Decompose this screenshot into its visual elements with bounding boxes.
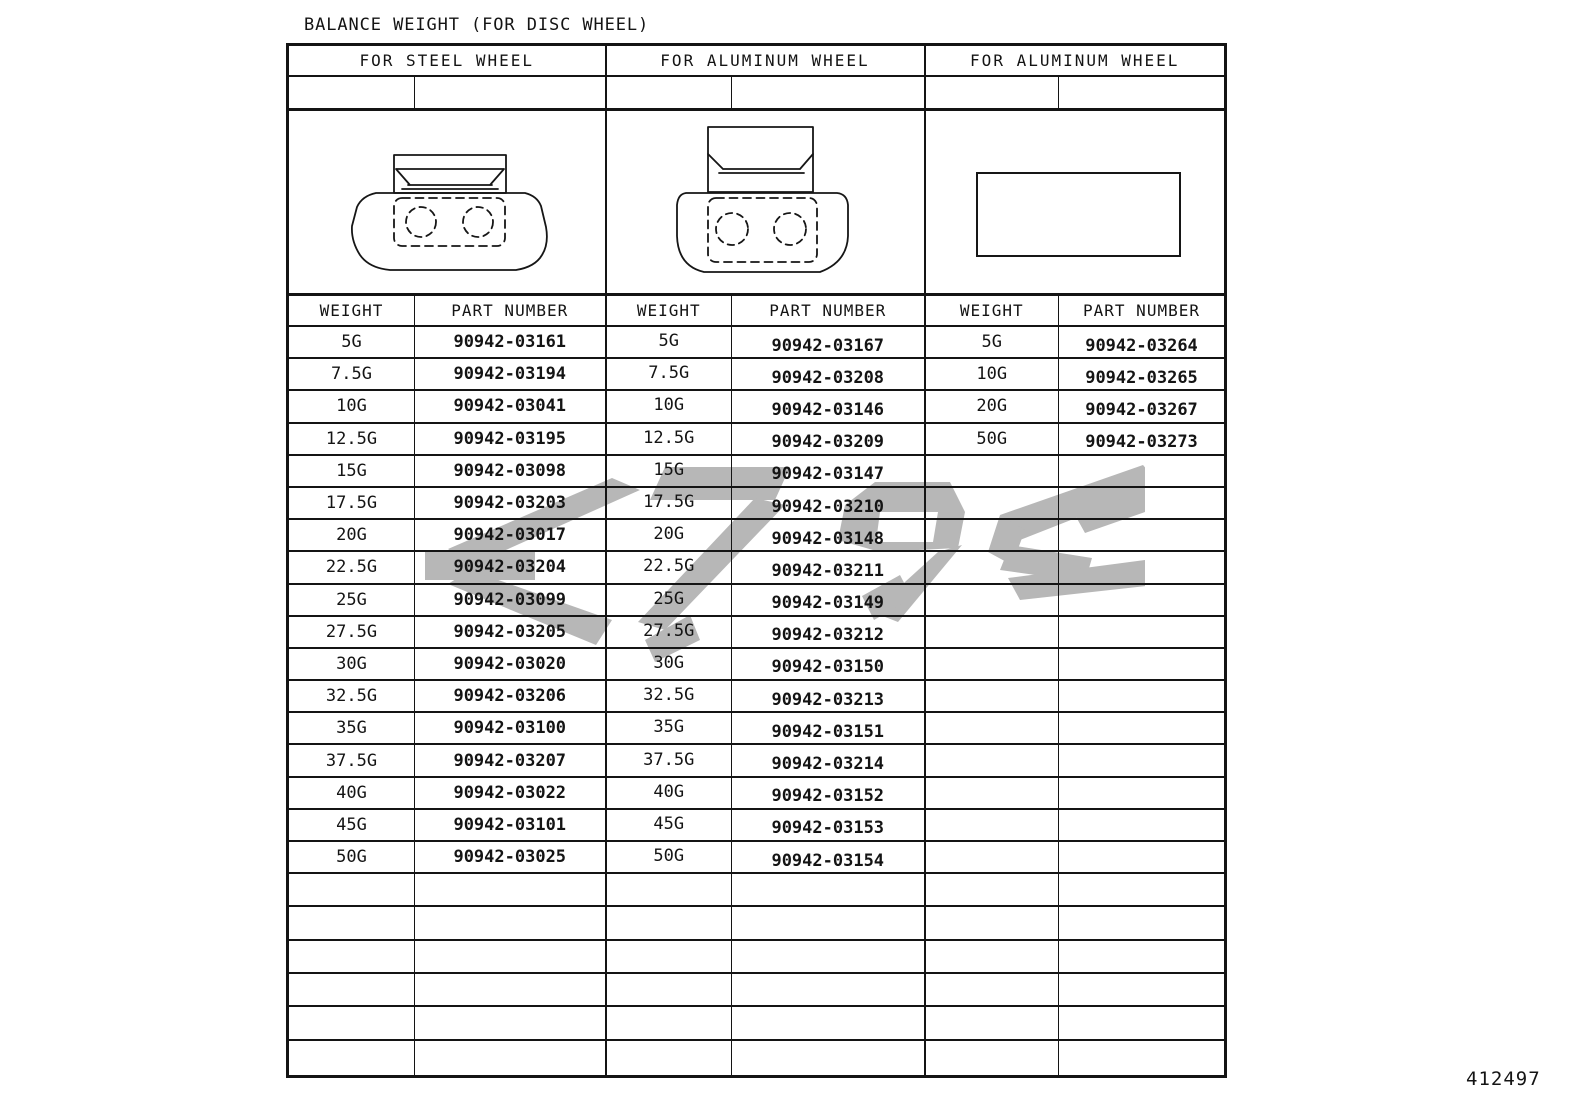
- part-number-cell: 90942-03205: [414, 617, 605, 647]
- weight-cell: [289, 907, 414, 938]
- weight-cell: 10G: [336, 396, 367, 417]
- part-number-cell: 90942-03149: [731, 585, 924, 615]
- table-row: [289, 456, 605, 488]
- table-row: [607, 617, 924, 649]
- adhesive-weight-drawing: [976, 172, 1181, 257]
- weight-cell: 10G: [976, 364, 1008, 385]
- table-row: [289, 745, 605, 777]
- table-row: [289, 778, 605, 810]
- weight-cell: 50G: [336, 847, 367, 868]
- weight-cell: [926, 842, 1059, 872]
- part-number-cell: [1058, 941, 1224, 972]
- weight-cell: 10G: [653, 395, 685, 416]
- weight-cell: 5G: [658, 331, 679, 352]
- weight-header: [607, 296, 732, 325]
- weight-cell: 20G: [976, 396, 1008, 417]
- table-row: [607, 424, 924, 456]
- table-row: [926, 681, 1225, 713]
- part-number-cell: 90942-03203: [414, 488, 605, 518]
- weight-cell: 7.5G: [331, 364, 372, 385]
- weight-cell: 12.5G: [325, 428, 378, 449]
- part-number-cell: [1058, 552, 1224, 582]
- table-row: [926, 424, 1225, 456]
- part-number-cell: 90942-03022: [414, 778, 605, 808]
- section-header-label: FOR ALUMINUM WHEEL: [660, 51, 870, 70]
- weight-cell: 32.5G: [325, 686, 378, 707]
- part-number-cell: 90942-03020: [414, 649, 605, 679]
- part-number-cell: 90942-03195: [414, 424, 605, 454]
- weight-cell: [289, 874, 414, 905]
- weight-cell: [926, 488, 1059, 518]
- part-number-cell: [731, 77, 924, 108]
- weight-cell: 5G: [341, 332, 362, 353]
- part-number-cell: 90942-03161: [414, 327, 605, 357]
- table-row: [607, 941, 924, 974]
- table-row: [289, 810, 605, 842]
- part-number-header: [1058, 296, 1224, 325]
- column-header-row: [607, 296, 924, 327]
- part-number-cell: [414, 974, 605, 1005]
- table-row: [607, 585, 924, 617]
- weight-header-label: WEIGHT: [319, 301, 384, 320]
- weight-cell: [926, 974, 1059, 1005]
- table-row: [926, 391, 1225, 423]
- weight-cell: [926, 745, 1059, 775]
- part-number-cell: [1058, 585, 1224, 615]
- part-number-cell: [1058, 520, 1224, 550]
- weight-cell: [607, 974, 732, 1005]
- table-row: [926, 1041, 1225, 1075]
- weight-cell: [289, 941, 414, 972]
- table-row: [607, 745, 924, 777]
- part-number-cell: 90942-03212: [731, 617, 924, 647]
- table-row: [607, 456, 924, 488]
- part-number-cell: [1058, 907, 1224, 938]
- part-number-cell: 90942-03099: [414, 585, 605, 615]
- table-row: [926, 552, 1225, 584]
- part-number-header-label: PART NUMBER: [769, 301, 887, 320]
- section-aluminum-wheel-adhesive: [926, 46, 1225, 1075]
- weight-cell: [926, 552, 1059, 582]
- weight-cell: [607, 874, 732, 905]
- table-row: [926, 874, 1225, 907]
- part-number-cell: [1058, 649, 1224, 679]
- part-number-cell: 90942-03101: [414, 810, 605, 840]
- table-row: [607, 649, 924, 681]
- weight-cell: 50G: [653, 846, 685, 867]
- weight-cell: [289, 974, 414, 1005]
- weight-cell: 17.5G: [643, 492, 695, 513]
- part-number-cell: 90942-03147: [731, 456, 924, 486]
- table-row: [289, 520, 605, 552]
- table-row: [607, 359, 924, 391]
- part-number-cell: 90942-03150: [731, 649, 924, 679]
- table-row: [289, 974, 605, 1007]
- table-row: [607, 552, 924, 584]
- table-row: [289, 391, 605, 423]
- table-row: [607, 810, 924, 842]
- table-row: [607, 778, 924, 810]
- part-number-cell: [1058, 778, 1224, 808]
- weight-header-label: WEIGHT: [959, 301, 1024, 320]
- weight-cell: [926, 1007, 1059, 1038]
- weight-cell: [926, 1041, 1059, 1075]
- part-number-cell: [1058, 874, 1224, 905]
- blank-row: [607, 77, 924, 111]
- part-number-cell: 90942-03098: [414, 456, 605, 486]
- table-row: [926, 1007, 1225, 1040]
- part-number-cell: [731, 874, 924, 905]
- weight-cell: [926, 585, 1059, 615]
- table-row: [926, 359, 1225, 391]
- rows-container: [926, 327, 1225, 1075]
- section-header: [289, 46, 605, 77]
- part-number-cell: [731, 1041, 924, 1075]
- table-row: [607, 1007, 924, 1040]
- table-row: [926, 488, 1225, 520]
- weight-cell: [926, 77, 1059, 108]
- table-row: [926, 810, 1225, 842]
- table-row: [926, 520, 1225, 552]
- part-number-cell: 90942-03204: [414, 552, 605, 582]
- part-number-cell: [1058, 456, 1224, 486]
- weight-cell: [926, 778, 1059, 808]
- part-number-cell: [414, 941, 605, 972]
- table-row: [607, 874, 924, 907]
- weight-cell: 45G: [653, 813, 685, 834]
- part-number-cell: [414, 874, 605, 905]
- table-row: [926, 941, 1225, 974]
- part-number-cell: [1058, 810, 1224, 840]
- part-number-cell: [414, 77, 605, 108]
- weight-cell: 30G: [336, 653, 367, 674]
- part-number-cell: [414, 1041, 605, 1075]
- weight-cell: [926, 649, 1059, 679]
- part-number-cell: [1058, 842, 1224, 872]
- table-row: [607, 842, 924, 874]
- weight-cell: 45G: [336, 814, 367, 835]
- diagram-row: [607, 111, 924, 296]
- table-row: [607, 391, 924, 423]
- weight-cell: 25G: [336, 589, 367, 610]
- weight-header-label: WEIGHT: [636, 301, 701, 320]
- page-number: 412497: [1466, 1068, 1541, 1090]
- table-row: [607, 1041, 924, 1075]
- weight-cell: 7.5G: [648, 363, 690, 384]
- balance-weight-table: [286, 43, 1227, 1078]
- table-row: [926, 778, 1225, 810]
- column-header-row: [289, 296, 605, 327]
- weight-cell: 15G: [336, 460, 367, 481]
- weight-cell: [926, 941, 1059, 972]
- weight-header: [289, 296, 414, 325]
- weight-cell: [607, 1041, 732, 1075]
- page-title: BALANCE WEIGHT (FOR DISC WHEEL): [304, 15, 650, 35]
- weight-cell: 35G: [336, 718, 367, 739]
- weight-cell: 30G: [653, 652, 685, 673]
- part-number-cell: 90942-03264: [1058, 327, 1224, 357]
- part-number-cell: 90942-03167: [731, 327, 924, 357]
- part-number-cell: [1058, 1041, 1224, 1075]
- part-number-cell: 90942-03214: [731, 745, 924, 775]
- weight-cell: 20G: [653, 524, 685, 545]
- blank-row: [289, 77, 605, 111]
- part-number-cell: 90942-03100: [414, 713, 605, 743]
- diagram-row: [926, 111, 1225, 296]
- table-row: [926, 713, 1225, 745]
- part-number-cell: 90942-03208: [731, 359, 924, 389]
- table-row: [926, 842, 1225, 874]
- part-number-cell: 90942-03265: [1058, 359, 1224, 389]
- section-header: [607, 46, 924, 77]
- weight-cell: 37.5G: [325, 750, 378, 771]
- weight-cell: 22.5G: [643, 556, 695, 577]
- part-number-cell: 90942-03017: [414, 520, 605, 550]
- part-number-cell: 90942-03148: [731, 520, 924, 550]
- weight-cell: 40G: [336, 782, 367, 803]
- table-row: [289, 874, 605, 907]
- weight-header: [926, 296, 1059, 325]
- rows-container: [607, 327, 924, 1075]
- part-number-cell: [1058, 488, 1224, 518]
- weight-cell: 27.5G: [325, 621, 378, 642]
- table-row: [289, 359, 605, 391]
- table-row: [289, 907, 605, 940]
- section-header-label: FOR STEEL WHEEL: [359, 51, 534, 70]
- diagram-row: [289, 111, 605, 296]
- table-row: [289, 649, 605, 681]
- part-number-header: [414, 296, 605, 325]
- weight-cell: [607, 941, 732, 972]
- table-row: [289, 617, 605, 649]
- weight-cell: [926, 874, 1059, 905]
- weight-cell: [289, 77, 414, 108]
- part-number-cell: 90942-03194: [414, 359, 605, 389]
- part-number-cell: [1058, 681, 1224, 711]
- weight-cell: 12.5G: [643, 427, 695, 448]
- section-aluminum-wheel-clip: [607, 46, 926, 1075]
- weight-cell: [607, 77, 732, 108]
- part-number-cell: 90942-03267: [1058, 391, 1224, 421]
- part-number-header-label: PART NUMBER: [451, 301, 569, 320]
- table-row: [607, 488, 924, 520]
- section-steel-wheel: [289, 46, 607, 1075]
- section-header-label: FOR ALUMINUM WHEEL: [970, 51, 1180, 70]
- table-row: [926, 907, 1225, 940]
- part-number-cell: [1058, 617, 1224, 647]
- part-number-cell: [731, 974, 924, 1005]
- table-row: [607, 520, 924, 552]
- table-row: [926, 974, 1225, 1007]
- part-number-cell: [731, 1007, 924, 1038]
- table-row: [926, 585, 1225, 617]
- steel-clip-weight-drawing: [348, 144, 550, 276]
- rows-container: [289, 327, 605, 1075]
- weight-cell: [926, 810, 1059, 840]
- weight-cell: 20G: [336, 525, 367, 546]
- table-row: [289, 488, 605, 520]
- weight-cell: 37.5G: [643, 749, 695, 770]
- part-number-cell: [1058, 745, 1224, 775]
- table-row: [926, 456, 1225, 488]
- part-number-cell: 90942-03211: [731, 552, 924, 582]
- part-number-cell: 90942-03273: [1058, 424, 1224, 454]
- part-number-cell: 90942-03213: [731, 681, 924, 711]
- weight-cell: [926, 713, 1059, 743]
- part-number-cell: 90942-03025: [414, 842, 605, 872]
- table-row: [926, 649, 1225, 681]
- part-number-cell: 90942-03209: [731, 424, 924, 454]
- part-number-cell: [731, 941, 924, 972]
- weight-cell: 22.5G: [325, 557, 378, 578]
- weight-cell: [607, 1007, 732, 1038]
- table-row: [289, 424, 605, 456]
- weight-cell: [289, 1007, 414, 1038]
- weight-cell: 27.5G: [643, 620, 695, 641]
- table-row: [607, 974, 924, 1007]
- blank-row: [926, 77, 1225, 111]
- table-row: [607, 907, 924, 940]
- table-row: [926, 617, 1225, 649]
- table-row: [289, 941, 605, 974]
- column-header-row: [926, 296, 1225, 327]
- table-row: [289, 681, 605, 713]
- table-row: [607, 681, 924, 713]
- weight-cell: 32.5G: [643, 685, 695, 706]
- part-number-cell: [1058, 77, 1224, 108]
- part-number-cell: 90942-03152: [731, 778, 924, 808]
- table-row: [289, 327, 605, 359]
- part-number-cell: [1058, 713, 1224, 743]
- weight-cell: [926, 520, 1059, 550]
- table-row: [289, 713, 605, 745]
- weight-cell: 25G: [653, 588, 685, 609]
- weight-cell: [926, 907, 1059, 938]
- weight-cell: [607, 907, 732, 938]
- part-number-cell: 90942-03154: [731, 842, 924, 872]
- aluminum-clip-weight-drawing: [670, 120, 857, 280]
- part-number-cell: 90942-03151: [731, 713, 924, 743]
- weight-cell: [926, 617, 1059, 647]
- part-number-cell: [414, 907, 605, 938]
- part-number-cell: 90942-03153: [731, 810, 924, 840]
- table-row: [926, 327, 1225, 359]
- part-number-cell: 90942-03210: [731, 488, 924, 518]
- table-row: [926, 745, 1225, 777]
- table-row: [289, 1007, 605, 1040]
- weight-cell: 40G: [653, 781, 685, 802]
- weight-cell: 50G: [976, 428, 1008, 449]
- table-row: [289, 1041, 605, 1075]
- weight-cell: 5G: [981, 332, 1002, 353]
- weight-cell: [926, 681, 1059, 711]
- part-number-header: [731, 296, 924, 325]
- part-number-cell: 90942-03041: [414, 391, 605, 421]
- part-number-cell: 90942-03146: [731, 391, 924, 421]
- part-number-cell: 90942-03207: [414, 745, 605, 775]
- weight-cell: 15G: [653, 459, 685, 480]
- part-number-cell: 90942-03206: [414, 681, 605, 711]
- weight-cell: [289, 1041, 414, 1075]
- table-row: [607, 327, 924, 359]
- table-row: [289, 842, 605, 874]
- table-row: [289, 552, 605, 584]
- part-number-cell: [414, 1007, 605, 1038]
- table-row: [289, 585, 605, 617]
- part-number-cell: [1058, 1007, 1224, 1038]
- weight-cell: [926, 456, 1059, 486]
- table-row: [607, 713, 924, 745]
- part-number-cell: [1058, 974, 1224, 1005]
- weight-cell: 35G: [653, 717, 685, 738]
- part-number-cell: [731, 907, 924, 938]
- part-number-header-label: PART NUMBER: [1083, 301, 1200, 320]
- weight-cell: 17.5G: [325, 493, 378, 514]
- section-header: [926, 46, 1225, 77]
